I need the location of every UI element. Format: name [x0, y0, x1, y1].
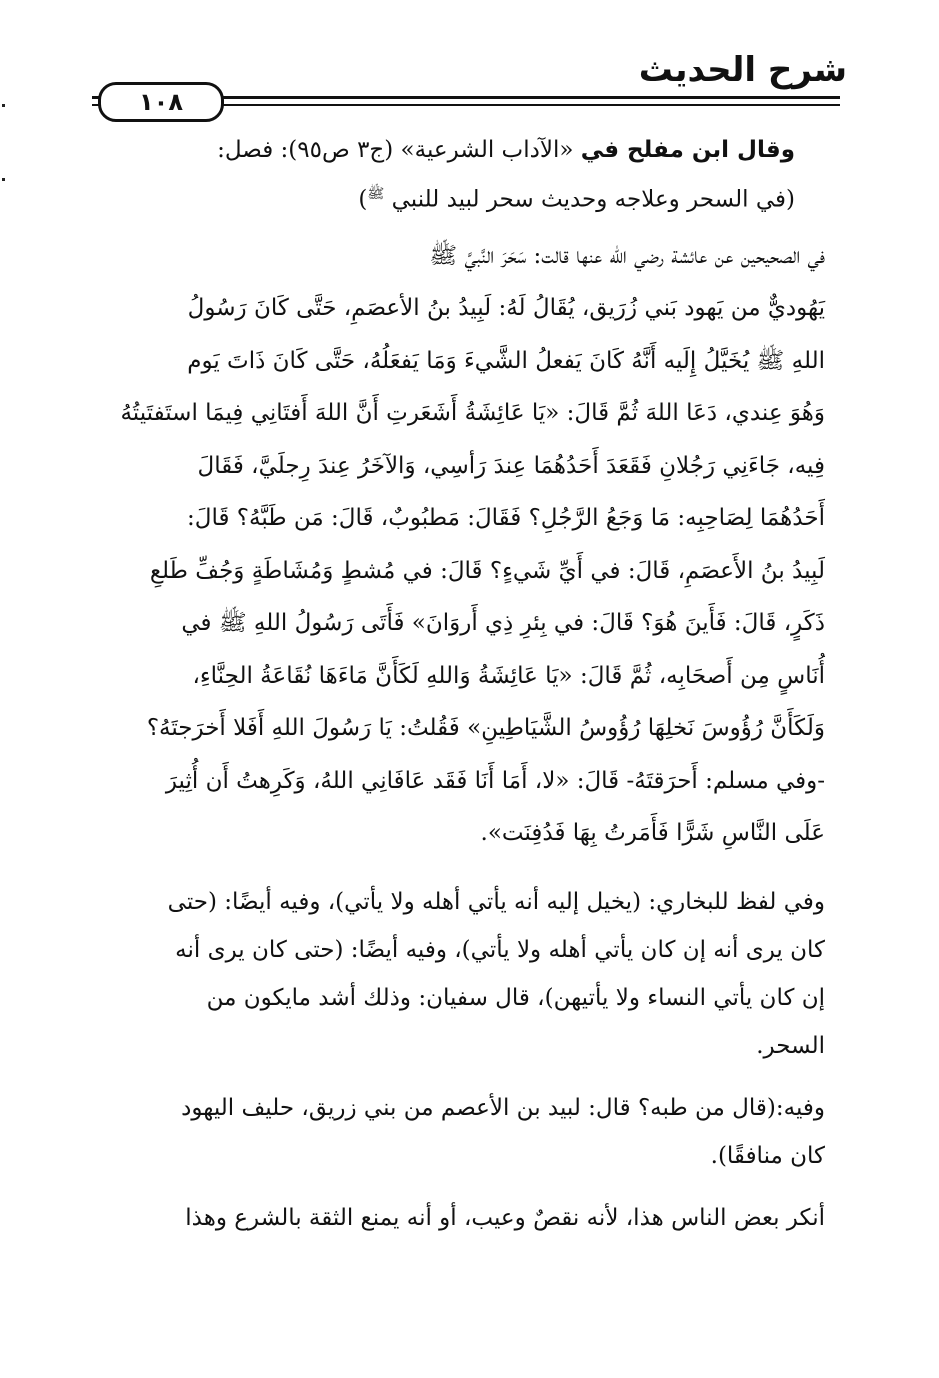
- hadith-line: وَهُوَ عِندي، دَعَا اللهَ ثُمَّ قَالَ: «يَا عَائِشَةُ أَشَعَرتِ أَنَّ اللهَ أَفتَانِي فِيمَا استَفتَيتُهُ: [120, 400, 825, 427]
- text-line: كان يرى أنه إن كان يأتي أهله ولا يأتي)، وفيه أيضًا: (حتى كان يرى أنه: [175, 936, 825, 963]
- text-line: أنكر بعض الناس هذا، لأنه نقصٌ وعيب، أو أنه يمنع الثقة بالشرع وهذا: [185, 1204, 825, 1231]
- hadith-line: يَهُوديٌّ من يَهود بَني زُرَيق، يُقَالُ لَهُ: لَبِيدُ بنُ الأعصَمِ، حَتَّى كَانَ رَسُولُ: [187, 295, 825, 322]
- bukhari-paragraph: [90, 878, 825, 1070]
- section-heading: (في السحر وعلاجه وحديث سحر لبيد للنبي $^ﷺ$): [358, 186, 795, 213]
- hadith-line: أُنَاسٍ مِن أَصحَابِه، ثُمَّ قَالَ: «يَا عَائِشَةُ وَاللهِ لَكَأَنَّ مَاءَهَا نُقَاعَةُ الحِنَّاءِ،: [192, 662, 825, 689]
- margin-dot: [2, 104, 5, 107]
- text-line: كان منافقًا).: [710, 1142, 825, 1169]
- margin-dot: [2, 178, 5, 181]
- fihi-paragraph: [90, 1084, 825, 1180]
- closing-paragraph: [90, 1194, 825, 1242]
- book-reference: «الآداب الشرعية» (ج٣ ص٩٥): فصل:: [217, 137, 574, 163]
- salutation-glyph: ﷺ: [367, 186, 385, 202]
- intro-paragraph: [90, 128, 825, 222]
- page-number-badge: ١٠٨: [98, 82, 224, 122]
- hadith-line: -وفي مسلم: أَحرَقتَهُ- قَالَ: «لا، أَمَا أَنَا فَقَد عَافَانِي اللهُ، وَكَرِهتُ أَن أُثِيرَ: [165, 767, 825, 794]
- author-citation: وقال ابن مفلح في: [580, 137, 795, 163]
- hadith-line: وَلَكَأَنَّ رُؤُوسَ نَخلِهَا رُؤُوسُ الشَّيَاطِينِ» فَقُلتُ: يَا رَسُولَ اللهِ أَفَلا أَخرَجتَهُ؟: [146, 715, 825, 742]
- text-line: السحر.: [756, 1032, 825, 1059]
- hadith-line: ذَكَرٍ، قَالَ: فَأَينَ هُوَ؟ قَالَ: في بِئرِ ذِي أَروَانَ» فَأَتَى رَسُولُ اللهِ ﷺ في: [181, 610, 825, 637]
- hadith-paragraph: [90, 230, 825, 860]
- hadith-line: أَحَدُهُمَا لِصَاحِبِه: مَا وَجَعُ الرَّجُلِ؟ فَقَالَ: مَطبُوبٌ، قَالَ: مَن طَبَّهُ؟ قَالَ:: [187, 505, 825, 532]
- hadith-line: عَلَى النَّاسِ شَرًّا فَأَمَرتُ بِهَا فَدُفِنَت».: [480, 820, 825, 847]
- page-body: [90, 128, 825, 1242]
- intro-line: [90, 128, 795, 172]
- text-line: إن كان يأتي النساء ولا يأتيهن)، قال سفيان: وذلك أشد مايكون من: [206, 984, 825, 1011]
- hadith-line: فِيه، جَاءَنِي رَجُلانِ فَقَعَدَ أَحَدُهُمَا عِندَ رَأسِي، وَالآخَرُ عِندَ رِجلَيَّ، فَقَالَ: [197, 452, 825, 479]
- running-header-title: شرح الحديث: [638, 50, 847, 90]
- hadith-line: اللهِ ﷺ يُخَيَّلُ إِلَيه أَنَّهُ كَانَ يَفعلُ الشَّيءَ وَمَا يَفعَلُهُ، حَتَّى كَانَ ذَاتَ يَوم: [187, 347, 825, 374]
- text-line: وفي لفظ للبخاري: (يخيل إليه أنه يأتي أهله ولا يأتي)، وفيه أيضًا: (حتى: [167, 888, 825, 915]
- text-line: وفيه:(قال من طبه؟ قال: لبيد بن الأعصم من بني زريق، حليف اليهود: [181, 1094, 825, 1121]
- hadith-line: في الصحيحين عن عائشة رضي الله عنها قالت: سَحَرَ النَّبيَّ ﷺ: [429, 242, 825, 269]
- hadith-line: لَبِيدُ بنُ الأَعصَمِ، قَالَ: في أَيِّ شَيءٍ؟ قَالَ: في مُشطٍ وَمُشَاطَةٍ وَجُفِّ طَلعِ: [149, 557, 825, 584]
